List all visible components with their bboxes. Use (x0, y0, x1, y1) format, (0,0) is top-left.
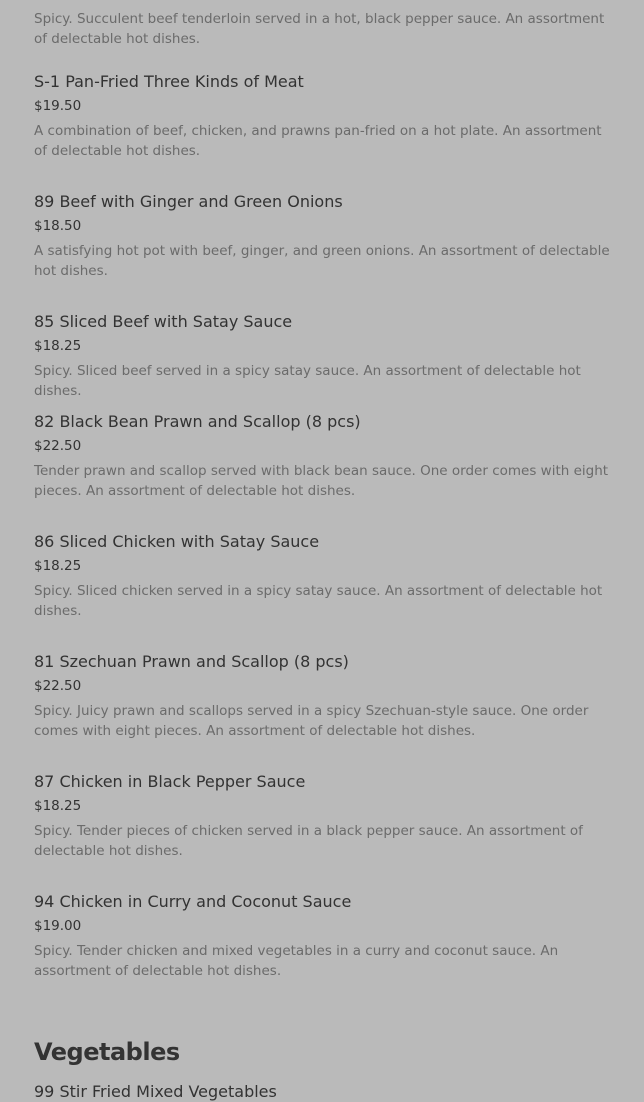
item-description: Spicy. Sliced beef served in a spicy satay sauce. An assortment of delectable hot dishes. (34, 363, 581, 399)
item-description: Spicy. Tender chicken and mixed vegetables in a curry and coconut sauce. An assortment of delectable hot dishes. (34, 943, 559, 979)
section-title-vegetables: Vegetables (34, 1038, 180, 1066)
menu-item[interactable] (34, 892, 610, 979)
item-name: 87 Chicken in Black Pepper Sauce (34, 772, 306, 791)
menu-item[interactable] (34, 192, 610, 279)
item-description: A satisfying hot pot with beef, ginger, and green onions. An assortment of delectable hot dishes. (34, 243, 610, 279)
menu-item[interactable] (34, 1082, 610, 1102)
item-name: 99 Stir Fried Mixed Vegetables (34, 1082, 277, 1101)
item-price: $19.50 (34, 98, 82, 114)
item-price: $18.25 (34, 338, 82, 354)
menu-item[interactable] (34, 412, 610, 499)
menu-item[interactable] (34, 312, 610, 399)
item-description: Tender prawn and scallop served with black bean sauce. One order comes with eight pieces. An assortment of delectable hot dishes. (34, 463, 609, 499)
item-description: Spicy. Succulent beef tenderloin served in a hot, black pepper sauce. An assortment of delectable hot dishes. (34, 11, 605, 47)
item-price: $19.00 (34, 918, 82, 934)
item-name: 82 Black Bean Prawn and Scallop (8 pcs) (34, 412, 361, 431)
item-name: 85 Sliced Beef with Satay Sauce (34, 312, 293, 331)
item-description: Spicy. Tender pieces of chicken served in a black pepper sauce. An assortment of delectable hot dishes. (34, 823, 583, 859)
item-name: 81 Szechuan Prawn and Scallop (8 pcs) (34, 652, 349, 671)
item-name: 86 Sliced Chicken with Satay Sauce (34, 532, 320, 551)
item-name: S-1 Pan-Fried Three Kinds of Meat (34, 72, 304, 91)
item-price: $22.50 (34, 438, 82, 454)
menu-item[interactable] (34, 772, 610, 859)
menu-item[interactable] (34, 72, 610, 159)
menu-item[interactable] (34, 532, 610, 619)
item-price: $18.25 (34, 798, 82, 814)
item-description: A combination of beef, chicken, and prawns pan-fried on a hot plate. An assortment of delectable hot dishes. (34, 123, 602, 159)
item-description: Spicy. Sliced chicken served in a spicy satay sauce. An assortment of delectable hot dishes. (34, 583, 603, 619)
item-price: $18.25 (34, 558, 82, 574)
item-price: $22.50 (34, 678, 82, 694)
item-name: 94 Chicken in Curry and Coconut Sauce (34, 892, 352, 911)
item-description: Spicy. Juicy prawn and scallops served in a spicy Szechuan-style sauce. One order comes with eight pieces. An assortment of delectable hot dishes. (34, 703, 589, 739)
menu-item[interactable] (34, 652, 610, 739)
item-name: 89 Beef with Ginger and Green Onions (34, 192, 343, 211)
item-price: $18.50 (34, 218, 82, 234)
